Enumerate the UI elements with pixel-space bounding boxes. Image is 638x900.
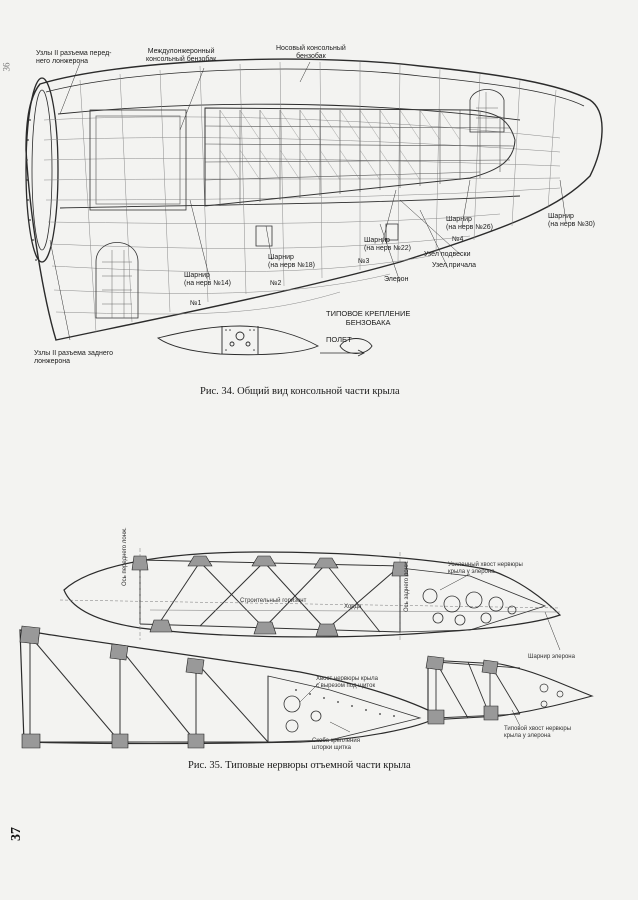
insert-flight-label: ПОЛЕТ (326, 335, 352, 344)
label-reinforced-tail: Усиленный хвост нервюры крыла у элерона (448, 562, 523, 575)
label-hinge-rib30: Шарнир (на нерв №30) (548, 213, 595, 228)
label-typical-tail: Типовой хвост нервюры крыла у элерона (504, 726, 572, 739)
label-no4: №4 (452, 236, 464, 243)
label-aileron-hinge: Шарнир элерона (528, 654, 575, 660)
label-chord: Хорда (344, 604, 362, 610)
label-no2: №2 (270, 280, 282, 287)
label-front-spar-axis: Ось переднего лонж. (122, 527, 128, 586)
label-hinge-rib18: Шарнир (на нерв №18) (268, 254, 315, 269)
label-front-spar-nodes: Узлы II разъема перед- него лонжерона (36, 50, 112, 65)
figure-34-caption: Рис. 34. Общий вид консольной части крыла (200, 386, 400, 397)
label-construction-horizon: Строительный горизонт (240, 598, 307, 604)
label-center-tank: Междулонжеронный консольный бензобак (146, 48, 217, 63)
insert-title: ТИПОВОЕ КРЕПЛЕНИЕ БЕНЗОБАКА (326, 309, 411, 327)
label-no3: №3 (358, 258, 370, 265)
page-edge-mark: 36 (1, 62, 12, 72)
label-rear-spar-nodes: Узлы II разъема заднего лонжерона (34, 350, 113, 365)
label-hinge-rib22: Шарнир (на нерв №22) (364, 237, 411, 252)
label-hinge-rib14: Шарнир (на нерв №14) (184, 272, 231, 287)
label-no1: №1 (190, 300, 202, 307)
label-flap-bracket: Скоба крепления шторки щитка (312, 738, 360, 751)
label-mooring-node: Узел причала (432, 262, 476, 269)
label-rear-spar-axis: Ось заднего лонж. (404, 560, 410, 612)
label-aileron: Элерон (384, 276, 409, 283)
label-hinge-rib26: Шарнир (на нерв №26) (446, 216, 493, 231)
label-tail-cutout: Хвост нервюры крыла с вырезом под щиток (316, 676, 378, 689)
label-nose-tank: Носовый консольный бензобак (276, 45, 346, 60)
label-suspension-node: Узел подвески (424, 251, 471, 258)
page-number: 37 (9, 827, 24, 841)
figure-35-caption: Рис. 35. Типовые нервюры отъемной части крыла (188, 760, 411, 771)
